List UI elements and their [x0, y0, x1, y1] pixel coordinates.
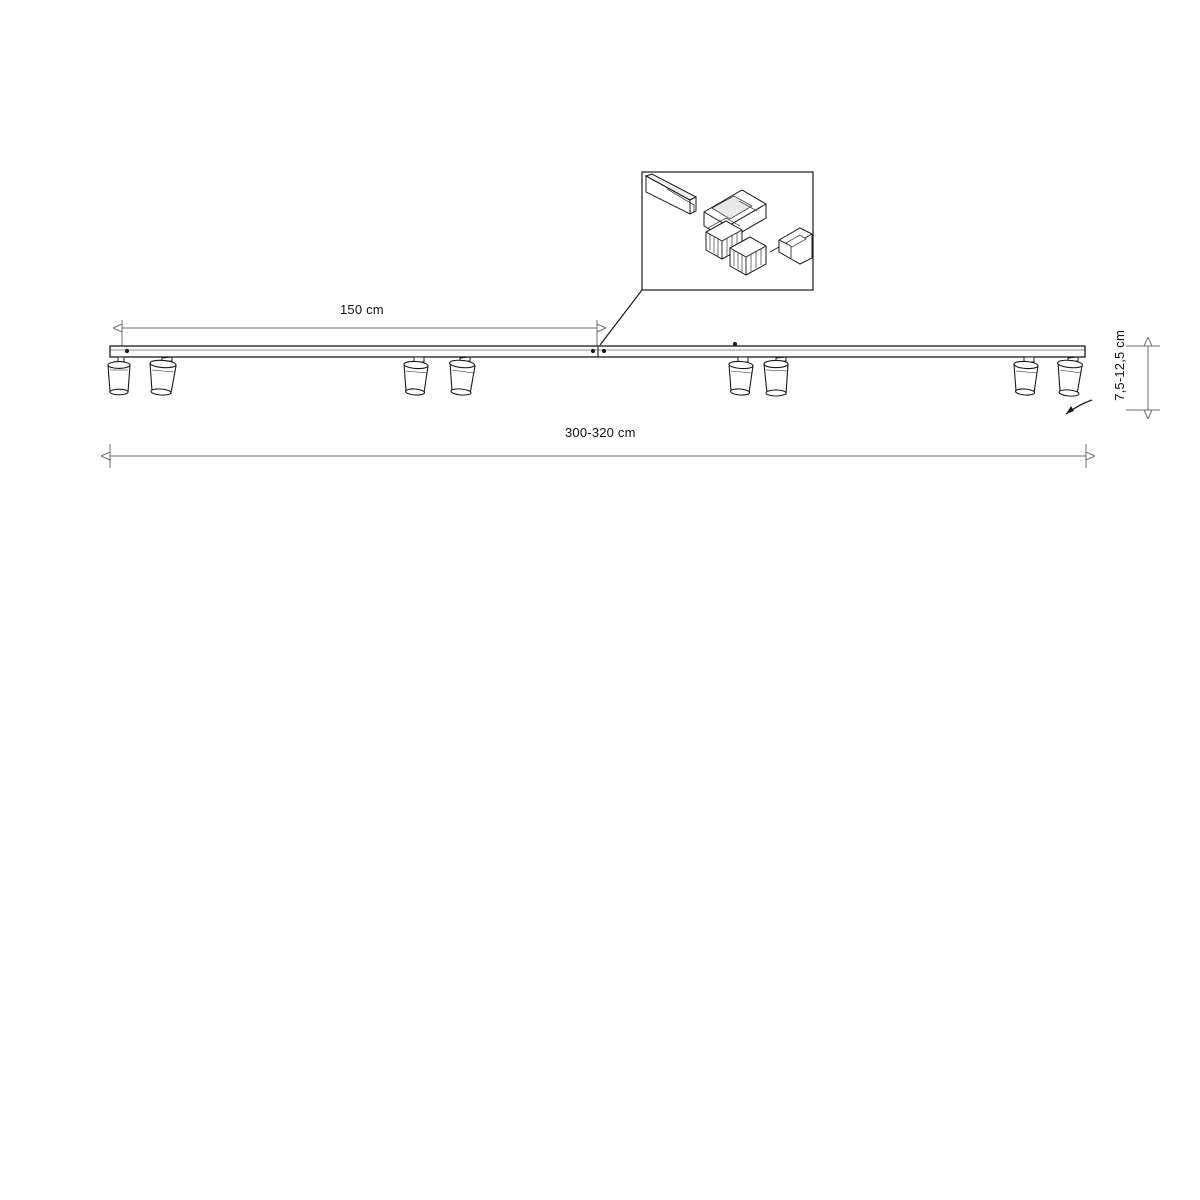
spotlight-2 [150, 357, 176, 396]
spotlight-8 [1057, 357, 1083, 397]
dimension-label-segment: 150 cm [340, 302, 384, 317]
spotlight-4 [449, 357, 475, 396]
spotlight-5 [729, 357, 753, 396]
spotlight-7 [1014, 357, 1038, 396]
dimension-label-height: 7,5-12,5 cm [1112, 330, 1127, 401]
spotlight-rotation-arrow [1066, 400, 1092, 414]
dimension-label-total-length: 300-320 cm [565, 425, 636, 440]
spotlight-1 [108, 357, 130, 395]
dimension-height [1126, 346, 1160, 410]
connector-detail-inset [600, 172, 813, 345]
spotlight-6 [764, 357, 788, 396]
spotlight-3 [404, 357, 428, 396]
dimension-total-length [110, 444, 1086, 468]
